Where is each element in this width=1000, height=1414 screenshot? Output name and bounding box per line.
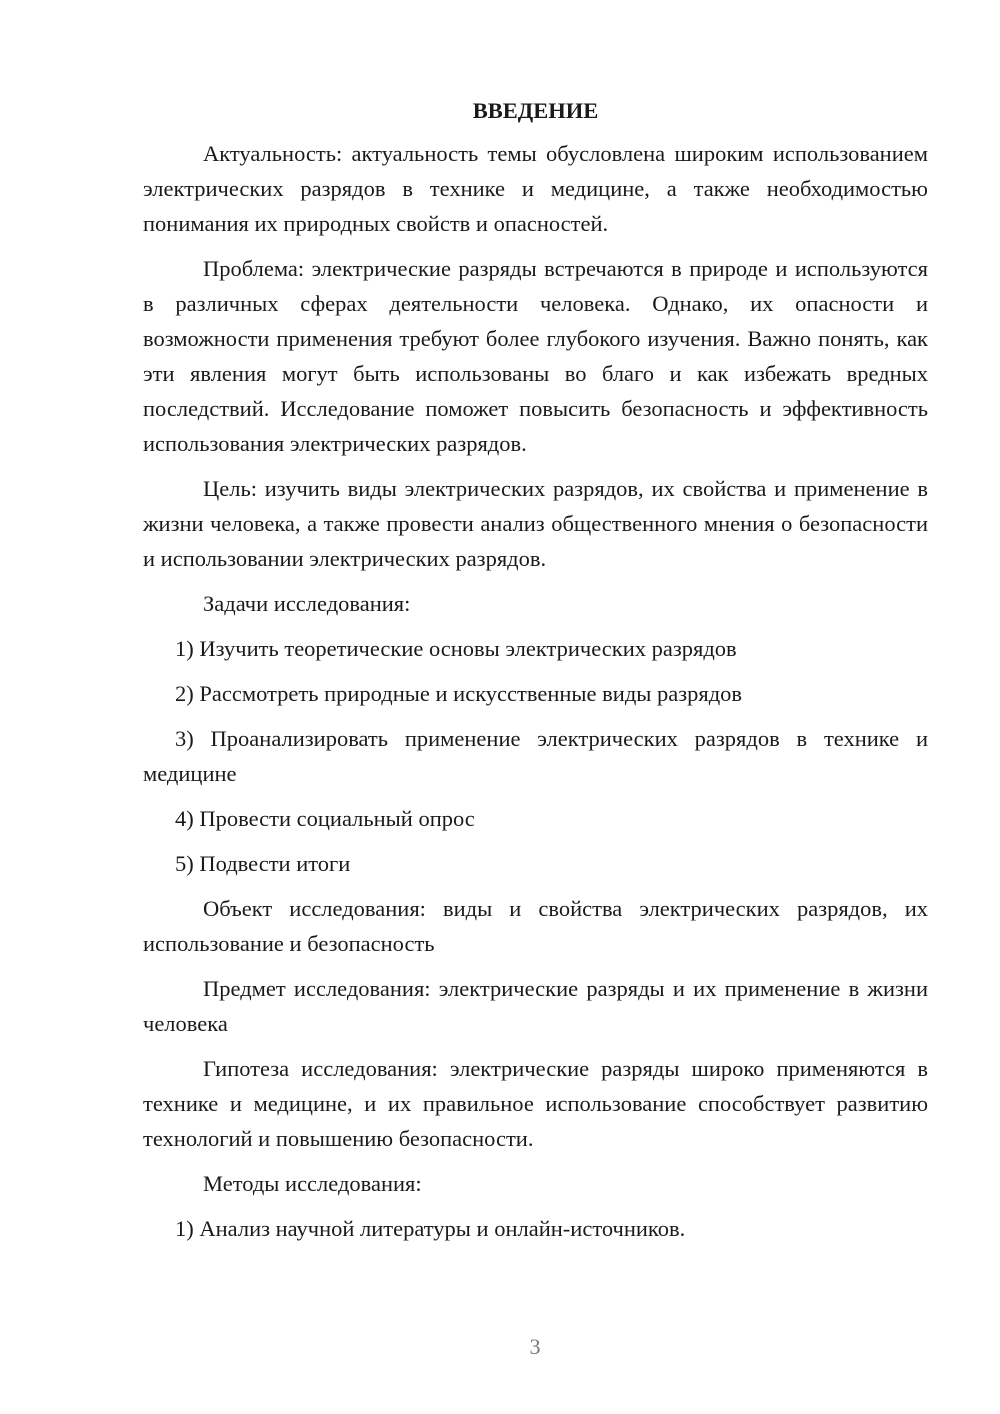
goal-paragraph: Цель: изучить виды электрических разрядов, их свойства и применение в жизни человека, а также провести анализ общественного мнения о безопасности и использовании электрических разрядов.: [143, 476, 928, 571]
task-item: 5) Подвести итоги: [175, 851, 351, 876]
page-number: 3: [529, 1334, 541, 1359]
problem-paragraph: Проблема: электрические разряды встречаются в природе и используются в различных сферах деятельности человека. Однако, их опасности и возможности применения требуют более глубокого изучения. Важно понять, как эти явления могут быть использованы во благо и как избежать вредных последствий. Исследование поможет повысить безопасность и эффективность использования электрических разрядов.: [143, 256, 928, 456]
relevance-paragraph: Актуальность: актуальность темы обусловлена широким использованием электрических разрядов в технике и медицине, а также необходимостью понимания их природных свойств и опасностей.: [143, 141, 928, 236]
section-title: ВВЕДЕНИЕ: [472, 98, 599, 123]
task-item: 4) Провести социальный опрос: [175, 806, 475, 831]
hypothesis-paragraph: Гипотеза исследования: электрические разряды широко применяются в технике и медицине, и их правильное использование способствует развитию технологий и повышению безопасности.: [143, 1056, 928, 1151]
object-paragraph: Объект исследования: виды и свойства электрических разрядов, их использование и безопасность: [143, 896, 928, 956]
task-item: 1) Изучить теоретические основы электрических разрядов: [175, 636, 737, 661]
tasks-heading: Задачи исследования:: [203, 591, 411, 616]
methods-heading: Методы исследования:: [203, 1171, 422, 1196]
subject-paragraph: Предмет исследования: электрические разряды и их применение в жизни человека: [143, 976, 928, 1036]
task-item: 2) Рассмотреть природные и искусственные виды разрядов: [175, 681, 743, 706]
method-item: 1) Анализ научной литературы и онлайн-источников.: [175, 1216, 686, 1241]
document-page: [143, 92, 928, 1256]
task-item: 3) Проанализировать применение электрических разрядов в технике и медицине: [143, 726, 928, 786]
